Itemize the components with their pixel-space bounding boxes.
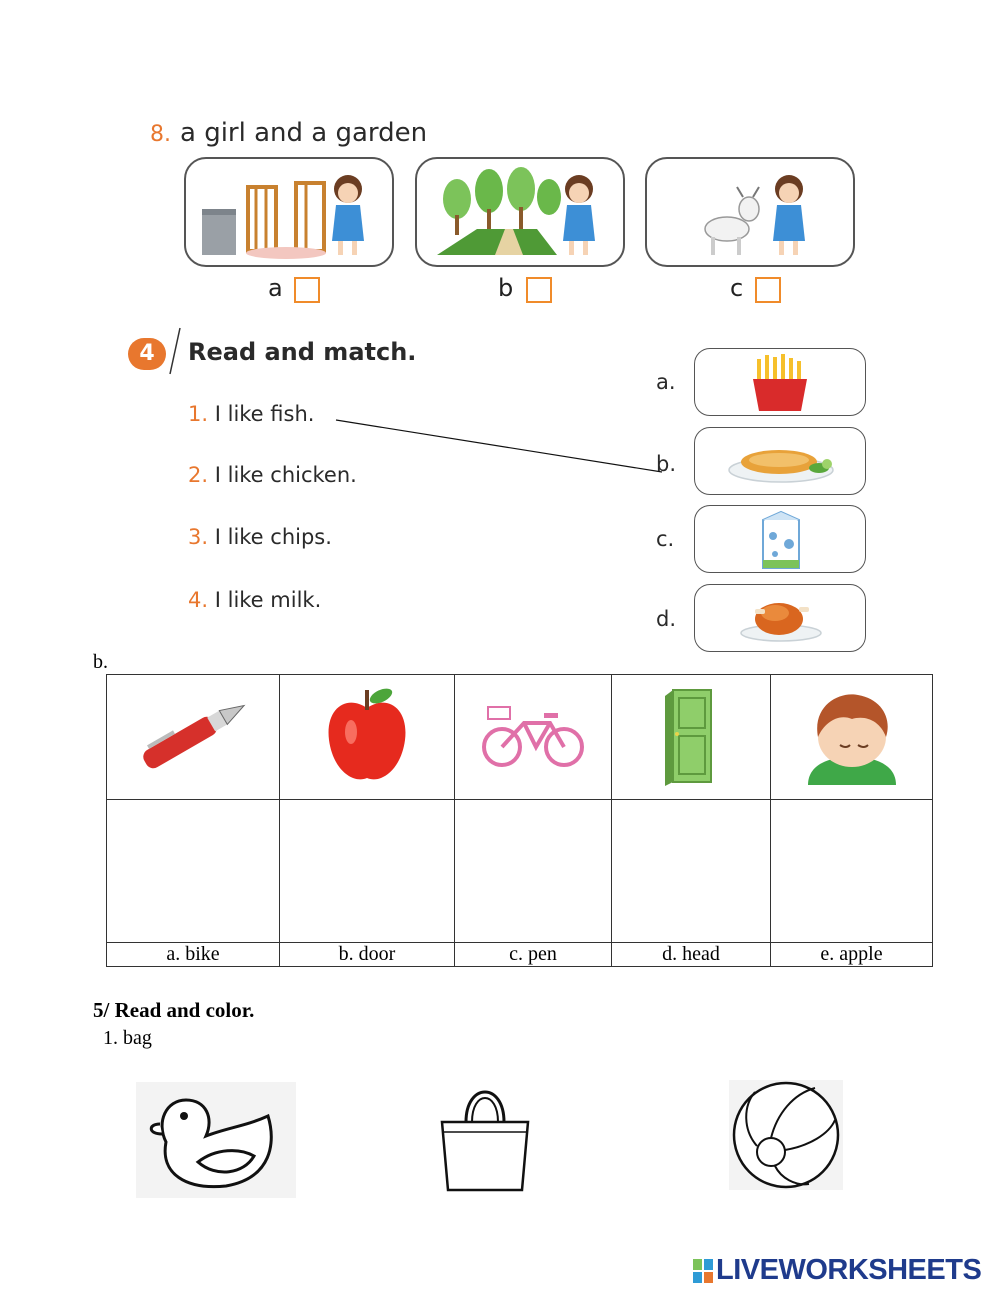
picture-box-b[interactable] <box>694 427 866 495</box>
sentence-number: 4. <box>188 588 209 612</box>
milk-carton-icon <box>695 506 865 572</box>
answer-cell[interactable] <box>771 800 933 943</box>
bike-icon <box>478 695 588 775</box>
word-option[interactable]: b. door <box>280 943 455 967</box>
option-letter-b: b <box>498 274 514 302</box>
ball-outline-icon <box>729 1080 843 1190</box>
answer-row <box>107 800 933 943</box>
color-picture-duck[interactable] <box>136 1082 296 1198</box>
sentence-number: 1. <box>188 402 209 426</box>
door-icon <box>651 680 731 790</box>
head-icon <box>792 685 912 785</box>
picture-letter-c: c. <box>656 527 675 551</box>
sentence-text: I like chicken. <box>214 463 357 487</box>
chips-icon <box>695 349 865 415</box>
picture-box-d[interactable] <box>694 584 866 652</box>
sentence-text: I like fish. <box>214 402 315 426</box>
section-label: b. <box>93 651 108 673</box>
girl-with-gate-icon <box>186 159 392 265</box>
sentence-text: I like chips. <box>214 525 332 549</box>
answer-cell[interactable] <box>455 800 612 943</box>
word-option[interactable]: a. bike <box>107 943 280 967</box>
question-number: 8. <box>150 122 171 147</box>
color-picture-bag[interactable] <box>430 1076 540 1194</box>
match-line[interactable] <box>330 410 670 480</box>
pen-icon <box>128 685 258 785</box>
picture-box-c[interactable] <box>694 505 866 573</box>
girl-with-goat-icon <box>647 159 853 265</box>
answer-cell[interactable] <box>280 800 455 943</box>
checkbox-c[interactable] <box>755 277 781 303</box>
exercise-number-badge: 4 <box>128 338 166 370</box>
girl-with-garden-icon <box>417 159 623 265</box>
option-picture-c <box>645 157 855 267</box>
slash-divider <box>166 326 186 376</box>
picture-cell <box>771 675 933 800</box>
picture-cell <box>455 675 612 800</box>
option-letter-a: a <box>268 274 283 302</box>
question-text: a girl and a garden <box>180 118 428 148</box>
liveworksheets-badge-icon <box>693 1259 713 1283</box>
apple-icon <box>317 680 417 790</box>
sentence-number: 3. <box>188 525 209 549</box>
answer-cell[interactable] <box>107 800 280 943</box>
picture-box-a[interactable] <box>694 348 866 416</box>
match-sentence-3[interactable] <box>188 525 332 549</box>
match-sentence-4[interactable] <box>188 588 321 612</box>
option-picture-a <box>184 157 394 267</box>
option-letter-c: c <box>730 274 744 302</box>
picture-cell <box>280 675 455 800</box>
roast-chicken-icon <box>695 585 865 651</box>
picture-row <box>107 675 933 800</box>
picture-letter-a: a. <box>656 370 676 394</box>
sentence-number: 2. <box>188 463 209 487</box>
liveworksheets-logo[interactable]: LIVEWORKSHEETS <box>716 1254 982 1286</box>
duck-outline-icon <box>136 1082 296 1198</box>
picture-cell <box>107 675 280 800</box>
fish-plate-icon <box>695 428 865 494</box>
answer-cell[interactable] <box>612 800 771 943</box>
bag-outline-icon <box>430 1076 540 1194</box>
word-option[interactable]: e. apple <box>771 943 933 967</box>
picture-cell <box>612 675 771 800</box>
exercise-title: 5/ Read and color. <box>93 998 255 1022</box>
color-picture-ball[interactable] <box>729 1080 843 1190</box>
checkbox-a[interactable] <box>294 277 320 303</box>
word-row <box>107 943 933 967</box>
option-picture-b <box>415 157 625 267</box>
sentence-text: I like milk. <box>214 588 322 612</box>
picture-letter-d: d. <box>656 607 677 631</box>
match-sentence-1[interactable] <box>188 402 314 426</box>
word-option[interactable]: c. pen <box>455 943 612 967</box>
vocabulary-table <box>106 674 933 967</box>
exercise-title: Read and match. <box>188 338 417 366</box>
color-item: 1. bag <box>103 1027 152 1049</box>
picture-letter-b: b. <box>656 452 677 476</box>
checkbox-b[interactable] <box>526 277 552 303</box>
word-option[interactable]: d. head <box>612 943 771 967</box>
